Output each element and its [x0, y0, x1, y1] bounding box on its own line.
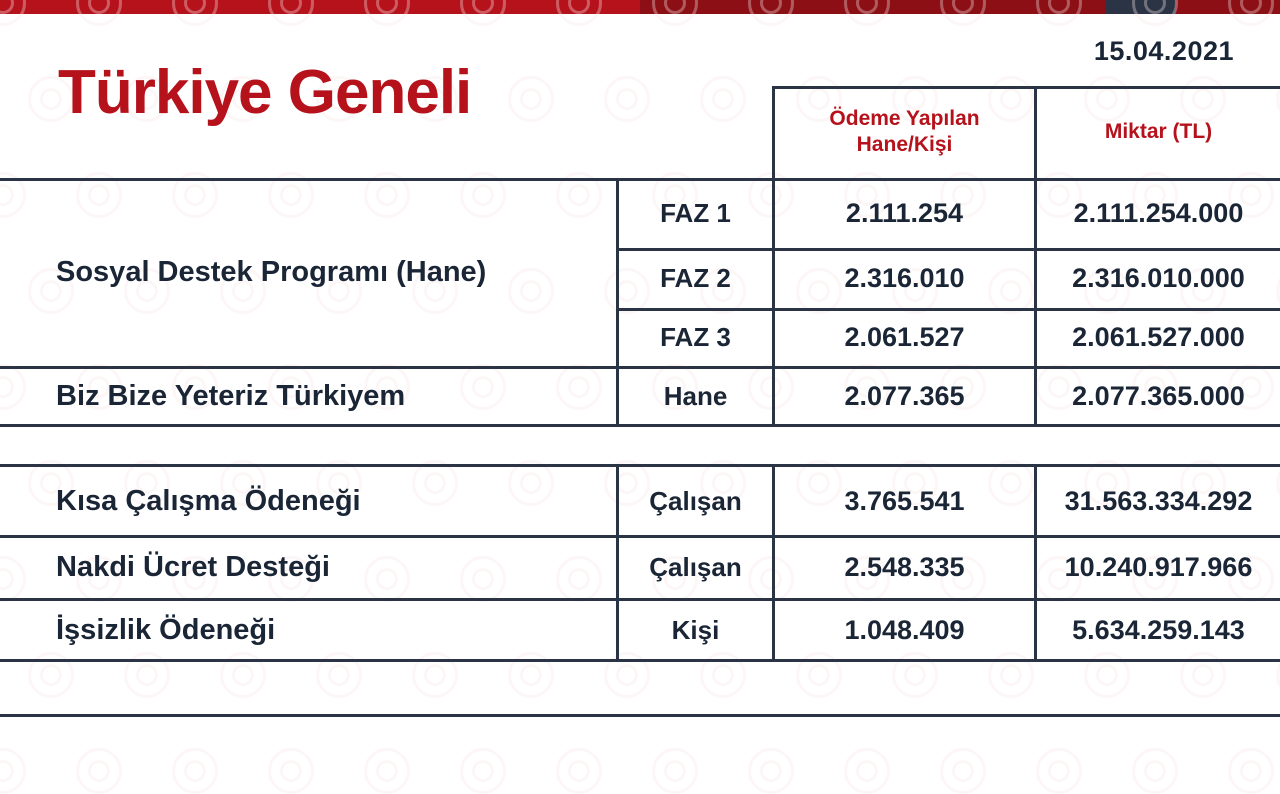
table-cell-count: [775, 469, 1034, 533]
table-cell-count: [775, 369, 1034, 424]
row-label-text: İşsizlik Ödeneği: [56, 613, 276, 646]
table-cell-phase: [619, 311, 772, 364]
page-title: Türkiye Geneli: [58, 58, 472, 127]
table-line: [0, 464, 1280, 467]
watermark-emblem-icon: [748, 748, 794, 794]
table-cell-count: [775, 181, 1034, 245]
table-cell-phase: [619, 181, 772, 245]
top-red-bar-dark-half: [640, 0, 1280, 14]
row-label-issizlik-odenegi: [56, 601, 612, 659]
watermark-emblem-icon: [652, 748, 698, 794]
table-line: [0, 659, 1280, 662]
table-cell-count: [775, 538, 1034, 596]
watermark-emblem-icon: [556, 748, 602, 794]
phase-label: FAZ 3: [660, 322, 731, 352]
table-cell-amount: [1037, 601, 1280, 659]
count-value: 2.548.335: [844, 551, 965, 582]
watermark-emblem-icon: [268, 748, 314, 794]
row-label-text: Nakdi Ücret Desteği: [56, 550, 330, 583]
watermark-emblem-icon: [1228, 748, 1274, 794]
watermark-emblem-icon: [844, 748, 890, 794]
amount-value: 2.061.527.000: [1072, 322, 1245, 352]
table-cell-amount: [1037, 469, 1280, 533]
table-cell-count: [775, 251, 1034, 306]
count-value: 3.765.541: [844, 485, 965, 516]
count-value: 1.048.409: [844, 614, 965, 645]
amount-value: 2.111.254.000: [1073, 197, 1244, 228]
header-miktar-tl: [1037, 89, 1280, 175]
table-cell-phase: [619, 251, 772, 306]
amount-value: 5.634.259.143: [1072, 614, 1245, 645]
table-cell-phase: [619, 538, 772, 596]
table-cell-amount: [1037, 181, 1280, 245]
table-cell-amount: [1037, 538, 1280, 596]
row-label-text: Sosyal Destek Programı (Hane): [56, 256, 487, 288]
watermark-emblem-icon: [1036, 748, 1082, 794]
watermark-emblem-icon: [460, 748, 506, 794]
watermark-emblem-icon: [172, 748, 218, 794]
phase-label: Çalışan: [649, 485, 742, 516]
phase-label: Hane: [663, 381, 728, 411]
watermark-emblem-icon: [1132, 748, 1178, 794]
header-miktar-label: Miktar (TL): [1104, 120, 1213, 144]
row-label-text: Kısa Çalışma Ödeneği: [56, 484, 361, 517]
row-label-text: Biz Bize Yeteriz Türkiyem: [56, 380, 406, 412]
table-cell-amount: [1037, 311, 1280, 364]
table-cell-phase: [619, 469, 772, 533]
amount-value: 2.316.010.000: [1072, 263, 1245, 293]
table-cell-count: [775, 601, 1034, 659]
row-label-sosyal-destek-programi: [56, 181, 612, 364]
header-line-1: Ödeme Yapılan: [829, 107, 980, 131]
row-label-kisa-calisma-odenegi: [56, 469, 612, 533]
phase-label: Çalışan: [649, 551, 742, 582]
header-odeme-yapilan-hane-kisi: [775, 89, 1034, 175]
watermark-emblem-icon: [0, 748, 26, 794]
top-bar-notch: [1105, 0, 1175, 14]
header-line-2: Hane/Kişi: [856, 133, 953, 156]
table-cell-count: [775, 311, 1034, 364]
amount-value: 31.563.334.292: [1064, 485, 1253, 516]
row-label-biz-bize-yeteriz-turkiyem: [56, 369, 612, 424]
amount-value: 2.077.365.000: [1072, 381, 1245, 411]
phase-label: FAZ 1: [660, 197, 731, 228]
amount-value: 10.240.917.966: [1064, 551, 1253, 582]
row-label-nakdi-ucret-destegi: [56, 538, 612, 596]
table-cell-amount: [1037, 369, 1280, 424]
watermark-emblem-icon: [364, 748, 410, 794]
table-line: [0, 424, 1280, 427]
table-cell-amount: [1037, 251, 1280, 306]
count-value: 2.111.254: [845, 197, 964, 228]
table-cell-phase: [619, 369, 772, 424]
count-value: 2.061.527: [844, 322, 965, 352]
table-line-bottom: [0, 714, 1280, 717]
phase-label: FAZ 2: [660, 263, 731, 293]
watermark-emblem-icon: [76, 748, 122, 794]
document-body: [0, 14, 1280, 720]
table-cell-phase: [619, 601, 772, 659]
count-value: 2.077.365: [844, 381, 965, 411]
watermark-emblem-icon: [940, 748, 986, 794]
count-value: 2.316.010: [844, 263, 965, 293]
document-date: 15.04.2021: [1093, 36, 1234, 66]
phase-label: Kişi: [671, 614, 720, 645]
